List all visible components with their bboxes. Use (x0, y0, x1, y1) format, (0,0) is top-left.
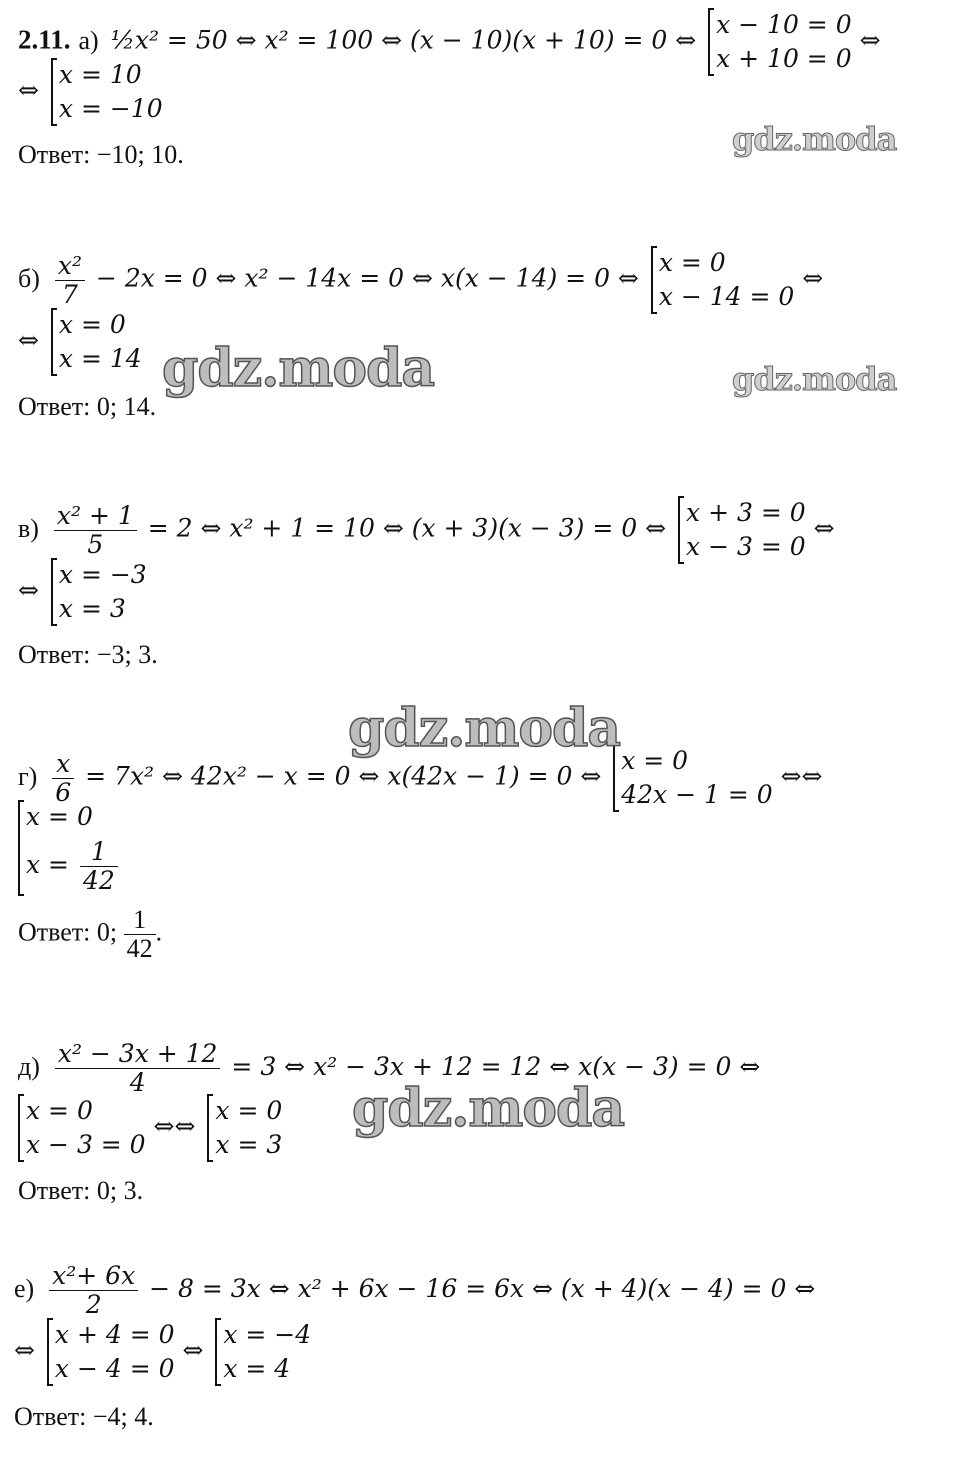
part-d-system2-row1: x = 0 (215, 1096, 283, 1125)
part-b-fraction-den: 7 (55, 280, 85, 309)
part-d-system1-row2: x − 3 = 0 (26, 1130, 146, 1159)
part-d-fraction-den: 4 (55, 1068, 221, 1097)
part-v-system1-row1: x + 3 = 0 (686, 498, 806, 527)
part-g-system2-fraction-num: 1 (90, 837, 107, 866)
part-a-system2-row2: x = −10 (58, 94, 163, 123)
part-b-system2-row2: x = 14 (58, 344, 142, 373)
part-e-mid: ⇔ (182, 1335, 204, 1365)
part-v-system1 (678, 496, 806, 564)
part-g-system2-fraction-den: 42 (80, 866, 118, 895)
part-g-fraction (52, 750, 74, 807)
part-v-tail: ⇔ (813, 513, 835, 543)
part-e-system1-row1: x + 4 = 0 (54, 1320, 175, 1349)
part-e-system2-row2: x = 4 (223, 1354, 291, 1383)
part-b-system2 (51, 308, 142, 376)
part-e-line2 (14, 1318, 311, 1386)
part-e-system1-row2: x − 4 = 0 (54, 1354, 175, 1383)
part-d-system1 (18, 1094, 146, 1162)
part-e-system2 (215, 1318, 311, 1386)
part-d-answer: Ответ: 0; 3. (18, 1176, 144, 1205)
part-a-equation: ½x² = 50 ⇔ x² = 100 ⇔ (x − 10)(x + 10) = 0 ⇔ (110, 25, 697, 55)
part-e-line1 (14, 1262, 815, 1319)
part-a-system2-row1: x = 10 (58, 60, 142, 89)
watermark: gdz.moda (732, 360, 897, 398)
part-v-equation: = 2 ⇔ x² + 1 = 10 ⇔ (x + 3)(x − 3) = 0 ⇔ (147, 513, 667, 543)
part-g-answer-prefix: Ответ: 0; (18, 917, 118, 947)
part-a-system2 (51, 58, 163, 126)
part-e-system1 (47, 1318, 175, 1386)
part-v-fraction (54, 502, 137, 559)
part-g-line2 (18, 800, 121, 896)
part-e-equation: − 8 = 3x ⇔ x² + 6x − 16 = 6x ⇔ (x + 4)(x − 4) = 0 ⇔ (149, 1274, 816, 1303)
watermark: gdz.moda (732, 120, 897, 158)
part-g-system2-fraction (80, 838, 118, 895)
part-b-answer: Ответ: 0; 14. (18, 392, 157, 421)
part-b-fraction (55, 252, 85, 309)
part-b-system1-row2: x − 14 = 0 (658, 282, 795, 311)
part-v-line2 (18, 558, 147, 626)
part-e-label: е) (14, 1274, 35, 1303)
part-g-system2-row1: x = 0 (26, 802, 93, 831)
part-g-answer-fraction-den: 42 (124, 934, 156, 963)
part-e-fraction-den: 2 (49, 1290, 138, 1319)
part-g-answer-fraction (124, 906, 156, 963)
part-b-system2-row1: x = 0 (58, 310, 126, 339)
part-d-line2 (18, 1094, 282, 1162)
part-a-system1 (708, 8, 852, 76)
part-v-label: в) (18, 513, 39, 543)
part-g-system1 (613, 744, 772, 812)
part-d-system1-row1: x = 0 (26, 1096, 93, 1125)
part-v-fraction-num: x² + 1 (56, 500, 134, 530)
part-a-answer: Ответ: −10; 10. (18, 140, 184, 169)
part-g-fraction-num: x (56, 748, 71, 778)
part-v-system2-row1: x = −3 (58, 560, 147, 589)
watermark: gdz.moda (162, 338, 435, 399)
part-b-system1-row1: x = 0 (658, 248, 726, 277)
part-g-fraction-den: 6 (52, 778, 74, 807)
part-a-line2-prefix: ⇔ (18, 75, 39, 105)
part-b-line2-prefix: ⇔ (18, 325, 39, 355)
part-e-line2-prefix: ⇔ (14, 1335, 35, 1365)
part-b-system1 (651, 246, 795, 314)
part-b-equation: − 2x = 0 ⇔ x² − 14x = 0 ⇔ x(x − 14) = 0 ⇔ (95, 263, 639, 293)
part-e-fraction-num: x²+ 6x (52, 1261, 136, 1290)
part-d-system2 (207, 1094, 282, 1162)
part-v-system2 (51, 558, 147, 626)
part-a-system1-row2: x + 10 = 0 (716, 44, 852, 73)
part-d-mid: ⇔⇔ (153, 1111, 196, 1141)
part-b-fraction-num: x² (57, 250, 82, 280)
part-v-answer: Ответ: −3; 3. (18, 640, 158, 669)
part-g-system2-row2-prefix: x = (26, 850, 69, 879)
part-g-system2-row2 (26, 834, 121, 896)
watermark: gdz.moda (348, 698, 621, 759)
part-d-fraction (55, 1040, 221, 1097)
part-g-system2 (18, 800, 121, 896)
part-a-line2 (18, 58, 163, 126)
part-g-system1-row1: x = 0 (621, 746, 689, 775)
part-d-fraction-num: x² − 3x + 12 (57, 1039, 218, 1068)
part-v-system1-row2: x − 3 = 0 (686, 532, 806, 561)
part-v-line1 (18, 496, 835, 564)
problem-number: 2.11. (18, 24, 71, 55)
part-b-tail: ⇔ (802, 263, 824, 293)
part-b-label: б) (18, 263, 40, 293)
part-d-equation: = 3 ⇔ x² − 3x + 12 = 12 ⇔ x(x − 3) = 0 ⇔ (231, 1052, 761, 1081)
part-g-tail: ⇔⇔ (780, 761, 823, 791)
part-v-system2-row2: x = 3 (58, 594, 126, 623)
part-a-tail: ⇔ (859, 25, 881, 55)
part-g-system1-row2: 42x − 1 = 0 (621, 780, 773, 809)
part-g-answer (18, 906, 162, 963)
part-b-line1 (18, 246, 823, 314)
part-v-line2-prefix: ⇔ (18, 575, 39, 605)
part-b-line2 (18, 308, 142, 376)
part-v-fraction-den: 5 (54, 530, 137, 559)
part-e-system2-row1: x = −4 (223, 1320, 312, 1349)
part-d-system2-row2: x = 3 (215, 1130, 283, 1159)
part-e-fraction (49, 1262, 138, 1319)
part-e-answer: Ответ: −4; 4. (14, 1402, 154, 1431)
part-g-equation: = 7x² ⇔ 42x² − x = 0 ⇔ x(42x − 1) = 0 ⇔ (85, 761, 602, 791)
part-a-system1-row1: x − 10 = 0 (716, 10, 852, 39)
part-g-answer-fraction-num: 1 (133, 905, 147, 934)
part-g-answer-suffix: . (155, 917, 163, 947)
part-a-label: а) (78, 25, 99, 55)
watermark: gdz.moda (352, 1078, 625, 1139)
part-g-label: г) (18, 761, 38, 791)
part-d-label: д) (18, 1052, 40, 1081)
